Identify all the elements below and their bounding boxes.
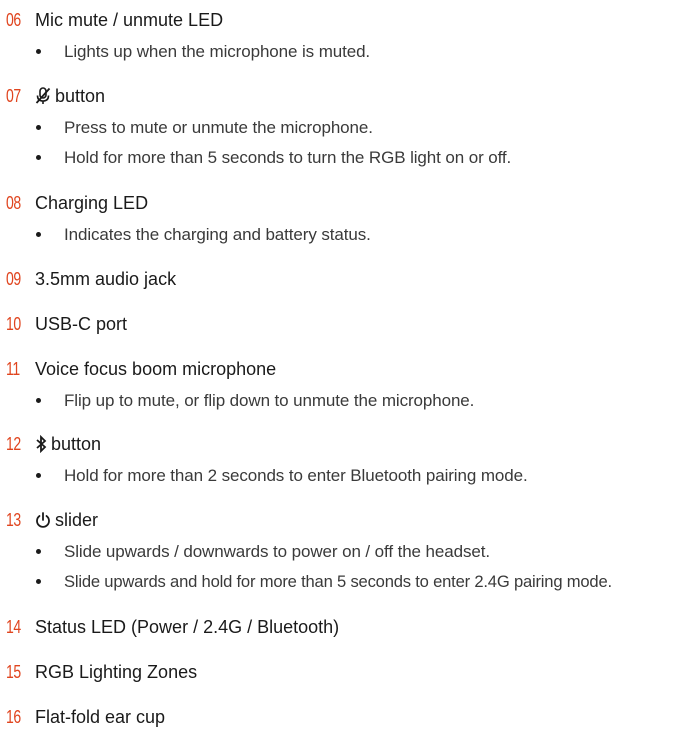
item-title [35,192,148,214]
item-title [35,706,165,728]
item-title [35,433,101,455]
item-number: 11 [6,359,20,379]
bullet-text: Slide upwards and hold for more than 5 seconds to enter 2.4G pairing mode. [64,572,612,591]
item-title [35,268,176,290]
bullet-dot [36,473,41,478]
bullet-item [36,224,676,246]
bullet-item [36,465,676,487]
bullet-dot [36,125,41,130]
item-title [35,358,276,380]
power-icon [35,511,51,529]
bullet-text: Flip up to mute, or flip down to unmute the microphone. [64,391,475,410]
mic-mute-icon [35,87,51,105]
bluetooth-icon [35,435,47,453]
bullet-item [36,41,676,63]
item-number: 07 [6,86,21,106]
item-title-text: slider [55,510,99,530]
item-title [35,616,339,638]
bullet-item [36,541,676,563]
item-title [35,509,98,531]
item-title [35,9,223,31]
item-title-text: 3.5mm audio jack [35,269,177,289]
item-number: 09 [6,269,21,289]
bullet-item [36,571,676,593]
item-title-text: Charging LED [35,193,149,213]
bullet-text: Lights up when the microphone is muted. [64,42,371,61]
item-number: 13 [6,510,21,530]
bullet-dot [36,155,41,160]
bullet-dot [36,398,41,403]
item-title-text: Mic mute / unmute LED [35,10,224,30]
item-title-text: button [55,86,106,106]
item-title [35,661,197,683]
bullet-dot [36,49,41,54]
item-title [35,313,127,335]
bullet-item [36,117,676,139]
item-number: 15 [6,662,21,682]
item-title [35,85,105,107]
item-number: 14 [6,617,21,637]
bullet-dot [36,232,41,237]
item-number: 12 [6,434,21,454]
item-title-text: Status LED (Power / 2.4G / Bluetooth) [35,617,340,637]
item-title-text: Voice focus boom microphone [35,359,277,379]
bullet-item [36,390,676,412]
item-number: 08 [6,193,21,213]
item-title-text: USB-C port [35,314,128,334]
bullet-item [36,147,676,169]
item-number: 06 [6,10,21,30]
bullet-text: Slide upwards / downwards to power on / off the headset. [64,542,490,561]
bullet-dot [36,579,41,584]
item-title-text: RGB Lighting Zones [35,662,198,682]
bullet-text: Hold for more than 2 seconds to enter Bluetooth pairing mode. [64,466,528,485]
item-number: 16 [6,707,21,727]
bullet-dot [36,549,41,554]
bullet-text: Indicates the charging and battery status. [64,225,371,244]
item-title-text: Flat-fold ear cup [35,707,166,727]
item-title-text: button [51,434,102,454]
bullet-text: Hold for more than 5 seconds to turn the RGB light on or off. [64,148,512,167]
item-number: 10 [6,314,21,334]
bullet-text: Press to mute or unmute the microphone. [64,118,373,137]
